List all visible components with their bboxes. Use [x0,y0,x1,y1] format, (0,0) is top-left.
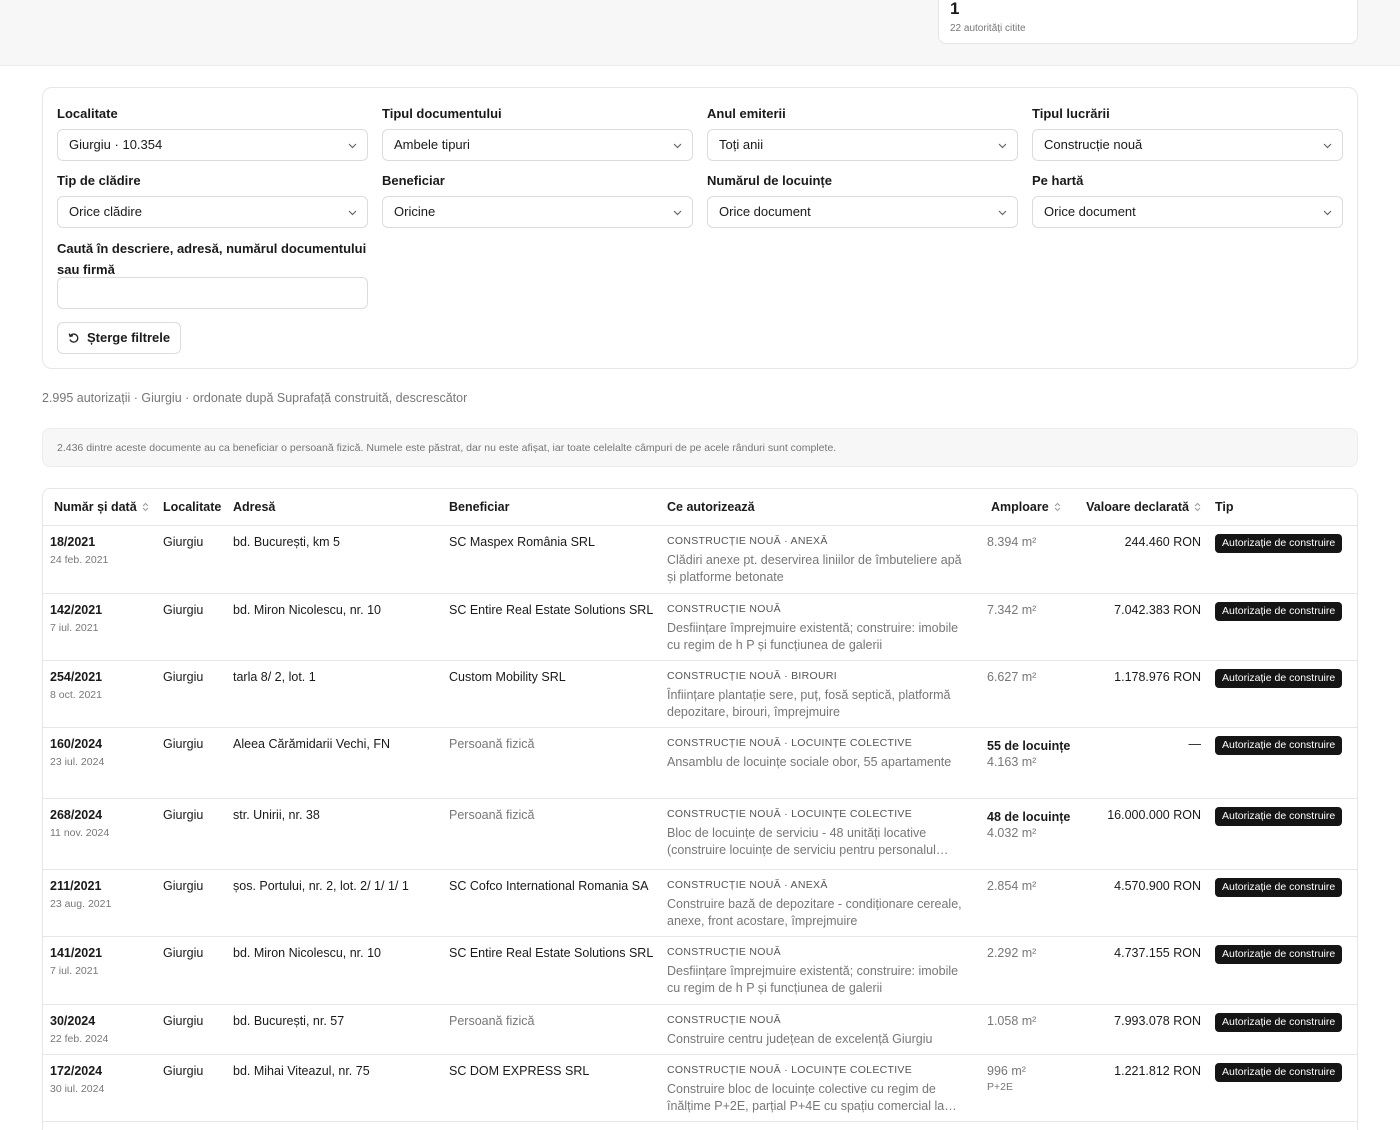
cell-number [43,869,155,936]
cell-authorizes [659,798,981,869]
column-scope[interactable] [981,489,1073,525]
document-date: 8 oct. 2021 [50,688,102,701]
filter-label: Numărul de locuințe [707,173,832,188]
type-badge: Autorizație de construire [1215,736,1342,755]
cell-authorizes [659,869,981,936]
cell-scope [981,525,1073,593]
cell-number [43,798,155,869]
column-beneficiary: Beneficiar [441,489,659,525]
cell-value: 4.570.900 RON [1073,869,1207,936]
cell-type [1207,798,1358,869]
chevron-down-icon [1323,141,1332,150]
cell-locality: Giurgiu [155,1054,225,1121]
search-input[interactable] [57,277,368,309]
scope-area: 2.292 m² [987,945,1037,960]
filter-select-value: Orice document [1044,204,1136,219]
top-summary-bar [0,0,1400,66]
document-number[interactable]: 142/2021 [50,602,103,617]
work-description: Construire bază de depozitare - condiționare cereale, anexe, front acostare, împrejmuire [667,896,962,928]
chevron-down-icon [348,141,357,150]
filter-select[interactable] [57,129,368,161]
cell-number [43,525,155,593]
type-badge: Autorizație de construire [1215,807,1342,826]
document-number[interactable]: 268/2024 [50,807,103,822]
privacy-notice: 2.436 dintre aceste documente au ca beneficiar o persoană fizică. Numele este păstrat, dar nu este afișat, iar toate celelalte câmpuri de pe acele rânduri sunt complete. [42,428,1358,467]
work-description: Înființare plantație sere, puț, fosă septică, platformă depozitare, birouri, împrejmuire [667,687,951,719]
column-authorizes: Ce autorizează [659,489,981,525]
document-date: 23 iul. 2024 [50,755,105,768]
column-value-label: Valoare declarată [1086,499,1189,514]
scope-height: P+2E [987,1080,1013,1093]
document-date: 30 iul. 2024 [50,1082,105,1095]
cell-type [1207,869,1358,936]
cell-authorizes [659,593,981,660]
filter-field [707,172,1018,228]
table-row[interactable] [43,869,1358,936]
table-row[interactable] [43,1054,1358,1121]
sort-icon [1194,502,1201,512]
cell-address: bd. București, km 5 [225,525,441,593]
cell-value: 1.221.812 RON [1073,1054,1207,1121]
cell-type [1207,593,1358,660]
work-category: CONSTRUCȚIE NOUĂ [667,945,781,958]
table-body [43,525,1358,1121]
work-description: Bloc de locuințe de serviciu - 48 unități locative (construire locuințe de serviciu pentru personalul… [667,825,949,857]
work-category: CONSTRUCȚIE NOUĂ · LOCUINȚE COLECTIVE [667,807,913,820]
work-category: CONSTRUCȚIE NOUĂ · ANEXĂ [667,534,828,547]
table-row[interactable] [43,798,1358,869]
cell-beneficiary: SC DOM EXPRESS SRL [441,1054,659,1121]
cell-address: bd. Miron Nicolescu, nr. 10 [225,936,441,1004]
filter-label: Pe hartă [1032,173,1084,188]
filter-select-value: Toți anii [719,137,764,152]
scope-units: 48 de locuințe [987,809,1071,824]
cell-authorizes [659,1054,981,1121]
filter-select[interactable] [707,196,1018,228]
cell-beneficiary: Persoană fizică [441,798,659,869]
cell-address: Aleea Cărămidarii Vechi, FN [225,727,441,798]
filter-select-value: Construcție nouă [1044,137,1143,152]
cell-beneficiary: Persoană fizică [441,727,659,798]
chevron-down-icon [998,208,1007,217]
clear-filters-label: Șterge filtrele [87,330,171,345]
cell-scope [981,798,1073,869]
cell-locality: Giurgiu [155,1004,225,1054]
table-row[interactable] [43,525,1358,593]
filter-select[interactable] [57,196,368,228]
type-badge: Autorizație de construire [1215,1063,1342,1082]
column-scope-label: Amploare [991,499,1049,514]
filter-select-value: Orice document [719,204,811,219]
cell-authorizes [659,660,981,727]
filter-field [1032,172,1343,228]
work-description: Construire centru județean de excelență Giurgiu [667,1031,933,1046]
document-date: 23 aug. 2021 [50,897,112,910]
cell-address: șos. Portului, nr. 2, lot. 2/ 1/ 1/ 1 [225,869,441,936]
column-locality: Localitate [155,489,225,525]
filter-label: Anul emiterii [707,106,786,121]
scope-units: 55 de locuințe [987,738,1071,753]
cell-value: — [1073,727,1207,798]
type-badge: Autorizație de construire [1215,1013,1342,1032]
cell-number [43,727,155,798]
sort-icon [142,502,149,512]
cell-number [43,593,155,660]
cell-value: 16.000.000 RON [1073,798,1207,869]
cell-address: bd. Mihai Viteazul, nr. 75 [225,1054,441,1121]
filter-select[interactable] [707,129,1018,161]
scope-area: 2.854 m² [987,878,1037,893]
cell-beneficiary: Custom Mobility SRL [441,660,659,727]
cell-scope [981,593,1073,660]
scope-area: 7.342 m² [987,602,1037,617]
document-date: 7 iul. 2021 [50,964,99,977]
chevron-down-icon [348,208,357,217]
document-number[interactable]: 18/2021 [50,534,96,549]
cell-value: 7.042.383 RON [1073,593,1207,660]
cell-locality: Giurgiu [155,525,225,593]
filter-select-value: Oricine [394,204,436,219]
scope-area: 8.394 m² [987,534,1037,549]
document-number[interactable]: 172/2024 [50,1063,103,1078]
filter-select-value: Giurgiu · 10.354 [69,137,163,152]
cell-scope [981,936,1073,1004]
clear-filters-button[interactable] [57,322,181,354]
table-row[interactable] [43,1004,1358,1054]
sort-icon [1054,502,1061,512]
cell-authorizes [659,727,981,798]
table-row[interactable] [43,593,1358,660]
work-description: Desființare împrejmuire existentă; construire: imobile cu regim de h P și funcțiunea de galerii [667,620,959,652]
stat-card [938,0,1358,44]
document-number[interactable]: 141/2021 [50,945,103,960]
column-number[interactable] [43,489,155,525]
cell-beneficiary: SC Entire Real Estate Solutions SRL [441,593,659,660]
table-row[interactable] [43,936,1358,1004]
work-category: CONSTRUCȚIE NOUĂ [667,1013,781,1026]
scope-area: 4.032 m² [987,825,1037,840]
filter-select[interactable] [382,129,693,161]
work-category: CONSTRUCȚIE NOUĂ · LOCUINȚE COLECTIVE [667,1063,913,1076]
cell-number [43,1004,155,1054]
document-number[interactable]: 30/2024 [50,1013,96,1028]
filter-select[interactable] [1032,196,1343,228]
document-number[interactable]: 211/2021 [50,878,102,893]
cell-scope [981,727,1073,798]
cell-address: str. Unirii, nr. 38 [225,798,441,869]
filter-select-value: Ambele tipuri [394,137,470,152]
cell-address: bd. Miron Nicolescu, nr. 10 [225,593,441,660]
document-number[interactable]: 160/2024 [50,736,103,751]
scope-area: 1.058 m² [987,1013,1037,1028]
type-badge: Autorizație de construire [1215,534,1342,553]
chevron-down-icon [1323,208,1332,217]
cell-value: 244.460 RON [1073,525,1207,593]
column-number-label: Număr și dată [54,499,137,514]
work-description: Construire bloc de locuințe colective cu regim de înălțime P+2E, parțial P+4E cu spațiu comercial la… [667,1081,957,1113]
document-date: 22 feb. 2024 [50,1032,109,1045]
cell-locality: Giurgiu [155,798,225,869]
cell-number [43,936,155,1004]
reset-icon [68,332,80,344]
scope-area: 996 m² [987,1063,1026,1078]
filter-select-value: Orice clădire [69,204,142,219]
cell-value: 4.737.155 RON [1073,936,1207,1004]
filter-field [382,172,693,228]
cell-type [1207,1004,1358,1054]
work-description: Desființare împrejmuire existentă; construire: imobile cu regim de h P și funcțiunea de galerii [667,963,959,995]
cell-beneficiary: SC Entire Real Estate Solutions SRL [441,936,659,1004]
column-address: Adresă [225,489,441,525]
document-date: 24 feb. 2021 [50,553,109,566]
filter-field [57,105,368,161]
scope-area: 6.627 m² [987,669,1037,684]
scope-area: 4.163 m² [987,754,1037,769]
cell-type [1207,1054,1358,1121]
filter-select[interactable] [382,196,693,228]
document-date: 11 nov. 2024 [50,826,110,839]
filter-field [382,105,693,161]
work-category: CONSTRUCȚIE NOUĂ · ANEXĂ [667,878,828,891]
cell-type [1207,525,1358,593]
cell-number [43,660,155,727]
work-category: CONSTRUCȚIE NOUĂ · BIROURI [667,669,837,682]
column-type: Tip [1207,489,1358,525]
cell-beneficiary: SC Cofco International Romania SA [441,869,659,936]
type-badge: Autorizație de construire [1215,669,1342,688]
filter-field [57,172,368,228]
cell-type [1207,660,1358,727]
cell-scope [981,660,1073,727]
chevron-down-icon [998,141,1007,150]
cell-type [1207,936,1358,1004]
cell-scope [981,869,1073,936]
cell-address: bd. București, nr. 57 [225,1004,441,1054]
cell-locality: Giurgiu [155,593,225,660]
search-label: Caută în descriere, adresă, numărul documentului sau firmă [57,241,367,277]
type-badge: Autorizație de construire [1215,602,1342,621]
cell-locality: Giurgiu [155,660,225,727]
cell-number [43,1054,155,1121]
permits-table [42,488,1358,1130]
cell-value: 1.178.976 RON [1073,660,1207,727]
filter-field [707,105,1018,161]
cell-authorizes [659,525,981,593]
work-description: Ansamblu de locuințe sociale obor, 55 apartamente [667,754,952,769]
filter-label: Tipul documentului [382,106,502,121]
filter-select[interactable] [1032,129,1343,161]
filter-label: Tip de clădire [57,173,141,188]
cell-locality: Giurgiu [155,869,225,936]
filter-field [1032,105,1343,161]
work-category: CONSTRUCȚIE NOUĂ [667,602,781,615]
cell-beneficiary: Persoană fizică [441,1004,659,1054]
work-description: Clădiri anexe pt. deservirea liniilor de îmbuteliere apă și platforme betonate [667,552,962,584]
type-badge: Autorizație de construire [1215,945,1342,964]
filter-label: Beneficiar [382,173,445,188]
column-value[interactable] [1073,489,1207,525]
cell-locality: Giurgiu [155,936,225,1004]
cell-authorizes [659,1004,981,1054]
stat-label: 22 autorități citite [950,23,1026,34]
filter-label: Tipul lucrării [1032,106,1110,121]
filter-label: Localitate [57,106,118,121]
cell-beneficiary: SC Maspex România SRL [441,525,659,593]
cell-authorizes [659,936,981,1004]
cell-locality: Giurgiu [155,727,225,798]
chevron-down-icon [673,141,682,150]
chevron-down-icon [673,208,682,217]
document-number[interactable]: 254/2021 [50,669,103,684]
cell-value: 7.993.078 RON [1073,1004,1207,1054]
filters-panel [42,87,1358,369]
results-summary: 2.995 autorizații · Giurgiu · ordonate după Suprafață construită, descrescător [42,391,468,405]
cell-type [1207,727,1358,798]
document-date: 7 iul. 2021 [50,621,99,634]
cell-address: tarla 8/ 2, lot. 1 [225,660,441,727]
table-row[interactable] [43,660,1358,727]
table-header [43,489,1358,525]
type-badge: Autorizație de construire [1215,878,1342,897]
table-row[interactable] [43,727,1358,798]
cell-scope [981,1054,1073,1121]
stat-number: 1 [950,0,960,18]
cell-scope [981,1004,1073,1054]
work-category: CONSTRUCȚIE NOUĂ · LOCUINȚE COLECTIVE [667,736,913,749]
